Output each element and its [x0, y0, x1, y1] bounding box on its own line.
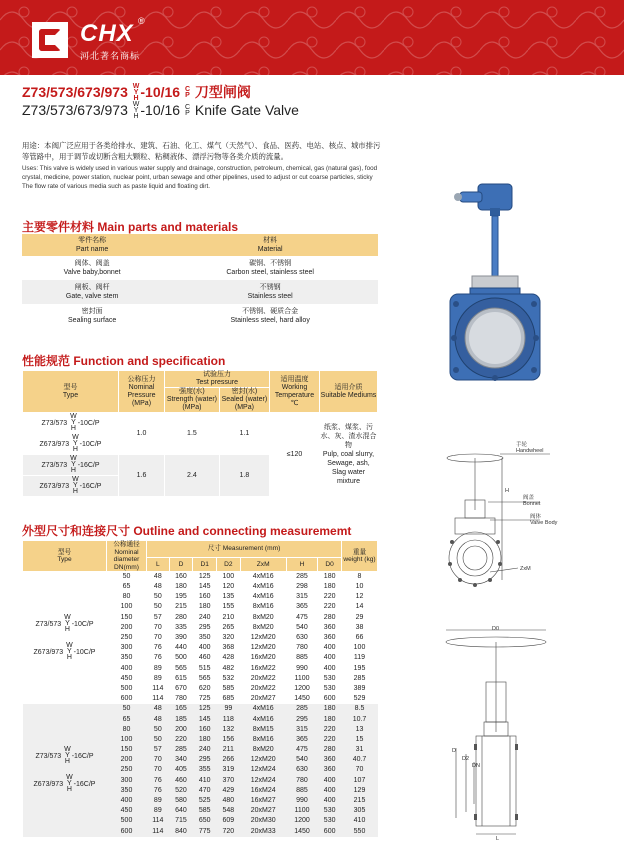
- parts-table: [22, 234, 378, 328]
- label-handwheel: 手轮 Handwheel: [516, 442, 544, 454]
- table-row: 250 70 405 355 319 12xM24 630 360 70: [23, 765, 378, 775]
- valve-photo: [420, 180, 570, 390]
- title-fraction: W Y H: [132, 83, 140, 103]
- header-band: [0, 0, 624, 75]
- table-row: 300 76 440 400 368 12xM20 780 400 100: [23, 643, 378, 653]
- table-row: 500 114 715 650 609 20xM30 1200 530 410: [23, 816, 378, 826]
- table-row: Z73/573 W Y H-16C/P 1.6 2.4 1.8: [23, 455, 378, 476]
- func-header-medium: 适用介质 Suitable Mediums: [320, 371, 378, 413]
- table-row: 65 48 180 145 120 4xM16 298 180 10: [23, 582, 378, 592]
- func-header-test: 试验压力 Test pressure: [165, 371, 270, 388]
- parts-header-part: 零件名称 Part name: [22, 234, 162, 256]
- table-row: 600 114 840 775 720 20xM33 1450 600 550: [23, 827, 378, 837]
- table-row: 450 89 615 565 532 20xM22 1100 530 285: [23, 674, 378, 684]
- title-name-en: Knife Gate Valve: [194, 102, 299, 118]
- title-name-cn: 刀型闸阀: [194, 84, 251, 100]
- table-row: 200 70 335 295 265 8xM20 540 360 38: [23, 623, 378, 633]
- table-row: 250 70 390 350 320 12xM20 630 360 66: [23, 633, 378, 643]
- label-bonnet: 阀盖 Bonnet: [523, 495, 541, 507]
- func-header-seal: 密封(水) Sealed (water) (MPa): [219, 388, 269, 413]
- dims-header-measurement: 尺寸 Measurement (mm): [147, 541, 342, 558]
- table-row: 200 70 340 295 266 12xM20 540 360 40.7: [23, 755, 378, 765]
- table-row: 600 114 780 725 685 20xM27 1450 600 529: [23, 694, 378, 704]
- table-row: 80 50 195 160 135 4xM16 315 220 12: [23, 592, 378, 602]
- table-row: 400 89 580 525 480 16xM27 990 400 215: [23, 796, 378, 806]
- table-row: 150 57 280 240 210 8xM20 475 280 29: [23, 613, 378, 623]
- label-zxm: ZxM: [520, 566, 531, 572]
- registered-mark: ®: [138, 16, 145, 26]
- func-header-temp: 适用温度 Working Temperature ℃: [270, 371, 320, 413]
- title-pressure: -10/16: [140, 84, 181, 100]
- uses-english: Uses: This valve is widely used in various water supply and drainage, construction, petroleum, chemical, gas (natural gas), food crystal, medicine, power station, nuclear point, urban sewage and other pipelines, used to adjust or cut coarse particles, sticky The flow rate of various media such as paste liquid and floating dirt.: [22, 165, 378, 190]
- dims-header-type: 型号 Type: [23, 541, 107, 572]
- table-row: Z673/973 W Y H-10C/P: [23, 434, 378, 455]
- table-row: 65 48 185 145 118 4xM16 295 180 10.7: [23, 714, 378, 724]
- parts-section-title: 主要零件材料 Main parts and materials: [22, 220, 239, 234]
- dims-header-dn: 公称通径 Nominal diameter DN(mm): [107, 541, 147, 572]
- label-valve-body: 阀体 Valve Body: [530, 514, 558, 526]
- table-row: 400 89 565 515 482 16xM22 990 400 195: [23, 664, 378, 674]
- valve-section-drawing: [436, 622, 606, 842]
- table-row: 100 50 215 180 155 8xM16 365 220 14: [23, 602, 378, 612]
- label-l: L: [496, 836, 500, 842]
- table-row: 80 50 200 160 132 8xM15 315 220 13: [23, 725, 378, 735]
- func-temp-value: ≤120: [270, 413, 320, 497]
- table-row: Z73/573 W Y H-10C/P 1.0 1.5 1.1 ≤120 纸浆、煤浆、污水、灰、渣水混合物 Pulp, coal slurry, Sewage, ash, Slag water mixture: [23, 413, 378, 434]
- brand-name: CHX: [80, 20, 134, 47]
- function-table: [22, 370, 378, 497]
- label-d0: D0: [492, 626, 500, 632]
- parts-header-material: 材料 Material: [162, 234, 378, 256]
- func-header-strength: 强度(水) Strength (water) (MPa): [165, 388, 220, 413]
- table-row: 阀体、阀盖 Valve baby,bonnet 碳钢、不锈钢 Carbon steel, stainless steel: [63, 260, 314, 276]
- label-h: H: [505, 488, 509, 494]
- table-row: 闸板、阀杆 Gate, valve stem 不锈钢 Stainless steel: [22, 280, 378, 304]
- dims-type-cell: Z73/573 W Y H-10C/P Z673/973 W Y H-10C/P: [23, 572, 107, 705]
- label-d2: D2: [462, 756, 470, 762]
- title-english: Z73/573/673/973 W Y H -10/16 C P Knife Gate Valve: [22, 101, 299, 121]
- func-header-np: 公称压力 Nominal Pressure (MPa): [119, 371, 165, 413]
- func-header-type: 型号 Type: [23, 371, 119, 413]
- table-row: 300 76 460 410 370 12xM24 780 400 107: [23, 776, 378, 786]
- label-d: D: [452, 748, 456, 754]
- dims-type-cell: Z73/573 W Y H-16C/P Z673/973 W Y H-16C/P: [23, 704, 107, 836]
- dims-header-weight: 重量 weight (kg): [342, 541, 378, 572]
- table-row: 450 89 640 585 548 20xM27 1100 530 305: [23, 806, 378, 816]
- table-row: 500 114 670 620 585 20xM22 1200 530 389: [23, 684, 378, 694]
- label-dn: DN: [472, 763, 480, 769]
- table-row: Z673/973 W Y H-16C/P: [23, 476, 378, 497]
- valve-side-drawing: [440, 440, 610, 600]
- dims-section-title: 外型尺寸和连接尺寸 Outline and connecting measurememt: [22, 524, 352, 538]
- table-row: 350 76 520 470 429 16xM24 885 400 129: [23, 786, 378, 796]
- brand-subtitle: 河北著名商标: [80, 51, 141, 61]
- dimension-table: 型号 Type 公称通径 Nominal diameter DN(mm) 尺寸 Measurement (mm) 重量 weight (kg) L D D1 D2 ZxM H D0 Z73/573 W Y H-10C/P Z673/973 W Y H-10C/P 50 48 160 125 100 4xM16 285 180 8 65 48 180 145 120 4xM16 298 180 10 80 50 195 160 135 4xM16 315 220 12 100 50 215 180 155 8xM16 365 220 14 150 57 280 240 210 8xM20 475 280 29 200 70 335 295 265 8xM20 540 360 38 250 70 390 350 320 12xM20 630 360 66 300 76 440 400 368 12xM20 780 400 100 350 76 500 460 428 16xM20 885 400 119 400 89 565 515 482 16xM22 990 400 195 450 89 615 565 532 20xM22 1100 530 285 500 114 670 620 585 20xM22 1200 530 389 600 114 780 725 685 20xM27 1450 600 529 Z73/573 W Y H-16C/P Z673/973 W Y H-16C/P 50 48 165 125 99 4xM16 285 180 8.5 65 48 185 145 118 4xM16 295 180 10.7 80 50 200 160 132 8xM15 315 220 13 100 50 220 180 156 8xM16 365 220 15 150 57 285 240 211 8xM20 475 280 31 200 70 340 295 266 12xM20 540 360 40.7 250 70 405 355 319 12xM24 630 360 70 300 76 460 410 370 12xM24 780 400 107 350 76 520 470 429 16xM24 885 400 129 400 89 580 525 480 16xM27 990 400 215 450 89 640 585 548 20xM27 1100 530 305 500 114 715 650 609 20xM30 1200 530 410 600 114 840 775 720 20xM33 1450 600 550: [22, 540, 378, 837]
- title-models: Z73/573/673/973: [22, 84, 128, 100]
- table-row: 150 57 285 240 211 8xM20 475 280 31: [23, 745, 378, 755]
- table-row: 100 50 220 180 156 8xM16 365 220 15: [23, 735, 378, 745]
- title-chinese: [22, 82, 251, 102]
- func-medium-value: 纸浆、煤浆、污水、灰、渣水混合物 Pulp, coal slurry, Sewage, ash, Slag water mixture: [320, 413, 378, 497]
- function-section-title: 性能规范 Function and specification: [22, 354, 226, 368]
- title-cp: C P: [184, 86, 191, 100]
- table-row: Z73/573 W Y H-10C/P Z673/973 W Y H-10C/P 50 48 160 125 100 4xM16 285 180 8: [23, 572, 378, 583]
- table-row: 密封面 Sealing surface 不锈钢、硬质合金 Stainless steel, hard alloy: [68, 308, 310, 324]
- uses-chinese: 用途：本阀广泛应用于各类给排水、建筑、石油、化工、煤气（天然气）、食品、医药、电站、核点、城市排污等管路中，用于调节或切断含粗大颗粒、粘稠液体、漂浮污物等各类介质的流量。: [22, 141, 381, 161]
- table-row: Z73/573 W Y H-16C/P Z673/973 W Y H-16C/P 50 48 165 125 99 4xM16 285 180 8.5: [23, 704, 378, 714]
- table-row: 350 76 500 460 428 16xM20 885 400 119: [23, 653, 378, 663]
- brand-logo: [32, 22, 68, 58]
